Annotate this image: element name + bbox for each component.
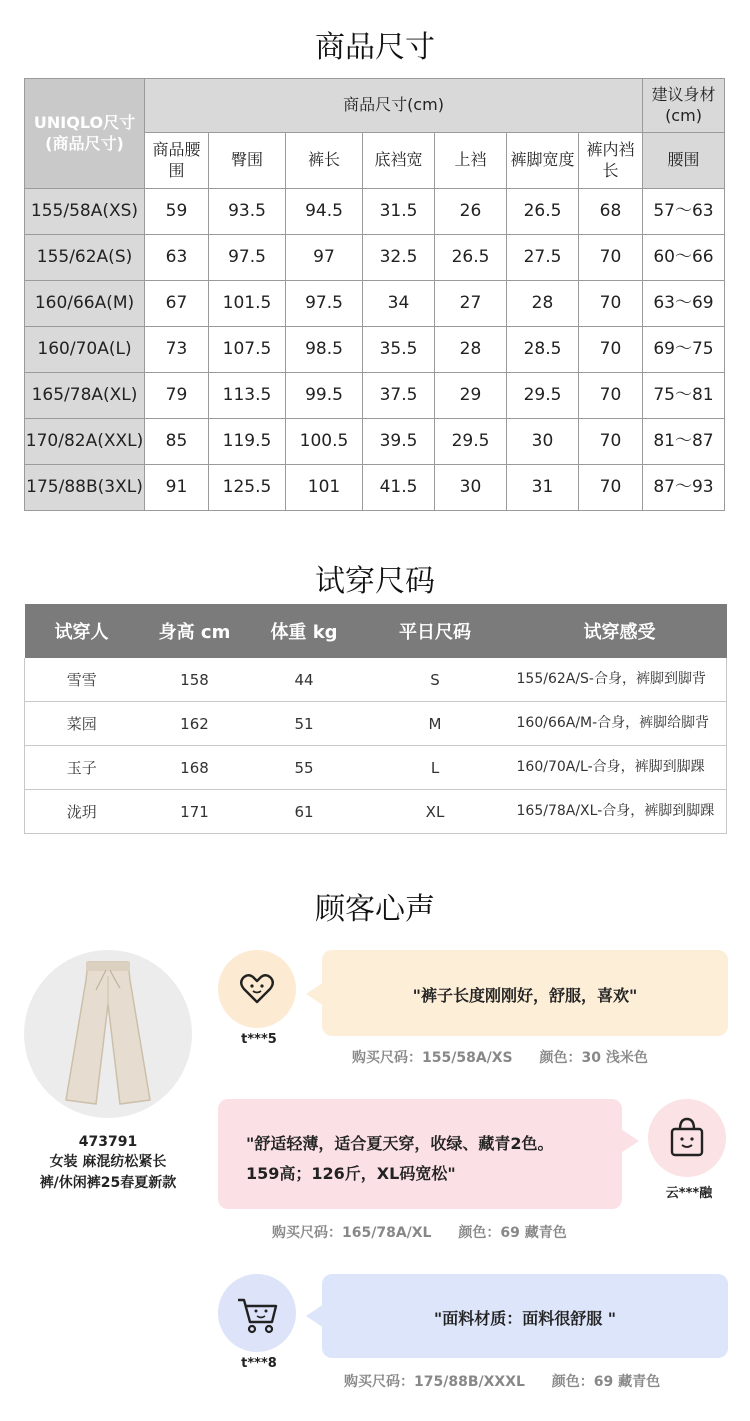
tryon-name: 泷玥	[25, 790, 139, 834]
size-cell: 94.5	[286, 189, 363, 235]
size-cell: 70	[579, 465, 643, 511]
size-row	[25, 281, 725, 327]
review-size-3: 175/88B/XXXL	[414, 1374, 525, 1390]
size-row	[25, 419, 725, 465]
size-cell: 101.5	[209, 281, 286, 327]
bubble-pointer-2	[621, 1129, 639, 1153]
review-meta-2: 购买尺码：165/78A/XL 颜色：69 藏青色	[272, 1225, 567, 1241]
review-meta-1: 购买尺码：155/58A/XS 颜色：30 浅米色	[352, 1050, 648, 1066]
size-cell: 98.5	[286, 327, 363, 373]
size-column-header: 裤长	[286, 133, 363, 189]
size-cell: 39.5	[363, 419, 435, 465]
tryon-column-header: 平日尺码	[358, 604, 513, 658]
reviews-section-title: 顾客心声	[315, 892, 435, 927]
size-cell: 107.5	[209, 327, 286, 373]
size-cell: 31.5	[363, 189, 435, 235]
tryon-size: XL	[358, 790, 513, 834]
size-brand-header: UNIQLO尺寸 (商品尺寸)	[25, 79, 145, 189]
heart-face-icon	[218, 950, 296, 1028]
size-cell: 27.5	[507, 235, 579, 281]
size-cell: 70	[579, 373, 643, 419]
tryon-row	[25, 790, 727, 834]
size-cell: 70	[579, 327, 643, 373]
size-label: 155/62A(S)	[25, 235, 145, 281]
size-column-header: 上裆	[435, 133, 507, 189]
tryon-feel: 155/62A/S-合身，裤脚到脚背	[513, 658, 727, 702]
reviewer-avatar-1	[218, 950, 296, 1028]
review-text-2: "舒适轻薄，适合夏天穿，收绿、藏青2色。 159高；126斤，XL码宽松"	[246, 1134, 554, 1183]
size-cell: 97	[286, 235, 363, 281]
product-name-line2: 裤/休闲裤25春夏新款	[39, 1174, 177, 1191]
product-image[interactable]	[24, 950, 192, 1118]
size-cell: 30	[507, 419, 579, 465]
size-column-header: 腰围	[643, 133, 725, 189]
size-cell: 28	[507, 281, 579, 327]
size-cell: 63～69	[643, 281, 725, 327]
tryon-column-header: 身高 cm	[139, 604, 251, 658]
shopping-cart-icon	[218, 1274, 296, 1352]
size-cell: 69～75	[643, 327, 725, 373]
tryon-height: 158	[139, 658, 251, 702]
size-label: 165/78A(XL)	[25, 373, 145, 419]
suggest-header: 建议身材(cm)	[643, 79, 725, 133]
size-cell: 81～87	[643, 419, 725, 465]
size-cell: 28.5	[507, 327, 579, 373]
reviewer-name-3: t***8	[241, 1356, 277, 1371]
size-row	[25, 465, 725, 511]
tryon-section-title: 试穿尺码	[315, 564, 435, 599]
size-column-header: 臀围	[209, 133, 286, 189]
size-cell: 100.5	[286, 419, 363, 465]
tryon-weight: 51	[251, 702, 358, 746]
size-cell: 68	[579, 189, 643, 235]
size-cell: 31	[507, 465, 579, 511]
size-cell: 26	[435, 189, 507, 235]
size-cell: 34	[363, 281, 435, 327]
size-cell: 37.5	[363, 373, 435, 419]
tryon-weight: 61	[251, 790, 358, 834]
review-bubble-3	[322, 1274, 728, 1358]
tryon-weight: 55	[251, 746, 358, 790]
size-cell: 26.5	[507, 189, 579, 235]
review-meta-3: 购买尺码：175/88B/XXXL 颜色：69 藏青色	[344, 1374, 661, 1390]
size-label: 160/66A(M)	[25, 281, 145, 327]
tryon-column-header: 试穿人	[25, 604, 139, 658]
tryon-row	[25, 746, 727, 790]
review-text-3: "面料材质：面料很舒服 "	[433, 1309, 617, 1328]
product-name-line1: 女装 麻混纺松紧长	[49, 1154, 167, 1171]
size-cell: 125.5	[209, 465, 286, 511]
tryon-name: 玉子	[25, 746, 139, 790]
size-column-header: 裤内裆长	[579, 133, 643, 189]
pants-illustration	[24, 950, 192, 1118]
size-label: 155/58A(XS)	[25, 189, 145, 235]
size-cell: 93.5	[209, 189, 286, 235]
size-row	[25, 327, 725, 373]
size-cell: 41.5	[363, 465, 435, 511]
size-cell: 32.5	[363, 235, 435, 281]
size-group-header: 商品尺寸(cm)	[145, 79, 643, 133]
reviewer-name-1: t***5	[241, 1032, 277, 1047]
size-cell: 70	[579, 419, 643, 465]
size-section-title: 商品尺寸	[315, 30, 435, 65]
tryon-size: L	[358, 746, 513, 790]
size-cell: 75～81	[643, 373, 725, 419]
size-cell: 85	[145, 419, 209, 465]
product-code: 473791	[78, 1134, 138, 1150]
tryon-size: S	[358, 658, 513, 702]
review-text-1: "裤子长度刚刚好，舒服，喜欢"	[412, 986, 638, 1005]
size-cell: 29.5	[435, 419, 507, 465]
tryon-column-header: 体重 kg	[251, 604, 358, 658]
size-cell: 70	[579, 235, 643, 281]
tryon-height: 162	[139, 702, 251, 746]
reviewer-name-2: 云***融	[665, 1186, 713, 1201]
size-cell: 30	[435, 465, 507, 511]
review-size-1: 155/58A/XS	[422, 1050, 513, 1066]
size-cell: 87～93	[643, 465, 725, 511]
tryon-feel: 160/70A/L-合身，裤脚到脚踝	[513, 746, 727, 790]
tryon-table	[24, 604, 727, 834]
size-row	[25, 373, 725, 419]
tryon-size: M	[358, 702, 513, 746]
size-cell: 70	[579, 281, 643, 327]
reviewer-avatar-3	[218, 1274, 296, 1352]
size-column-header: 商品腰围	[145, 133, 209, 189]
size-cell: 67	[145, 281, 209, 327]
size-cell: 97.5	[286, 281, 363, 327]
size-cell: 29.5	[507, 373, 579, 419]
tryon-height: 168	[139, 746, 251, 790]
size-cell: 26.5	[435, 235, 507, 281]
tryon-weight: 44	[251, 658, 358, 702]
size-cell: 113.5	[209, 373, 286, 419]
review-bubble-1	[322, 950, 728, 1036]
product-info	[14, 1132, 202, 1193]
size-label: 160/70A(L)	[25, 327, 145, 373]
size-cell: 91	[145, 465, 209, 511]
tryon-row	[25, 658, 727, 702]
size-label: 170/82A(XXL)	[25, 419, 145, 465]
size-cell: 59	[145, 189, 209, 235]
size-cell: 60～66	[643, 235, 725, 281]
size-cell: 57～63	[643, 189, 725, 235]
review-bubble-2	[218, 1099, 622, 1209]
size-cell: 27	[435, 281, 507, 327]
size-column-header: 裤脚宽度	[507, 133, 579, 189]
size-cell: 73	[145, 327, 209, 373]
tryon-height: 171	[139, 790, 251, 834]
tryon-name: 菜园	[25, 702, 139, 746]
size-cell: 99.5	[286, 373, 363, 419]
review-size-2: 165/78A/XL	[342, 1225, 432, 1241]
review-color-3: 69 藏青色	[593, 1374, 661, 1390]
size-cell: 101	[286, 465, 363, 511]
review-color-1: 30 浅米色	[581, 1050, 648, 1066]
size-cell: 97.5	[209, 235, 286, 281]
tryon-column-header: 试穿感受	[513, 604, 727, 658]
size-cell: 35.5	[363, 327, 435, 373]
size-cell: 63	[145, 235, 209, 281]
size-column-header: 底裆宽	[363, 133, 435, 189]
tryon-feel: 165/78A/XL-合身，裤脚到脚踝	[513, 790, 727, 834]
tryon-row	[25, 702, 727, 746]
tryon-feel: 160/66A/M-合身，裤脚给脚背	[513, 702, 727, 746]
size-label: 175/88B(3XL)	[25, 465, 145, 511]
shopping-bag-icon	[648, 1099, 726, 1177]
tryon-name: 雪雪	[25, 658, 139, 702]
review-color-2: 69 藏青色	[500, 1225, 567, 1241]
size-table	[24, 78, 725, 511]
size-cell: 119.5	[209, 419, 286, 465]
size-cell: 29	[435, 373, 507, 419]
size-cell: 79	[145, 373, 209, 419]
reviewer-avatar-2	[648, 1099, 726, 1177]
size-row	[25, 189, 725, 235]
size-row	[25, 235, 725, 281]
size-cell: 28	[435, 327, 507, 373]
